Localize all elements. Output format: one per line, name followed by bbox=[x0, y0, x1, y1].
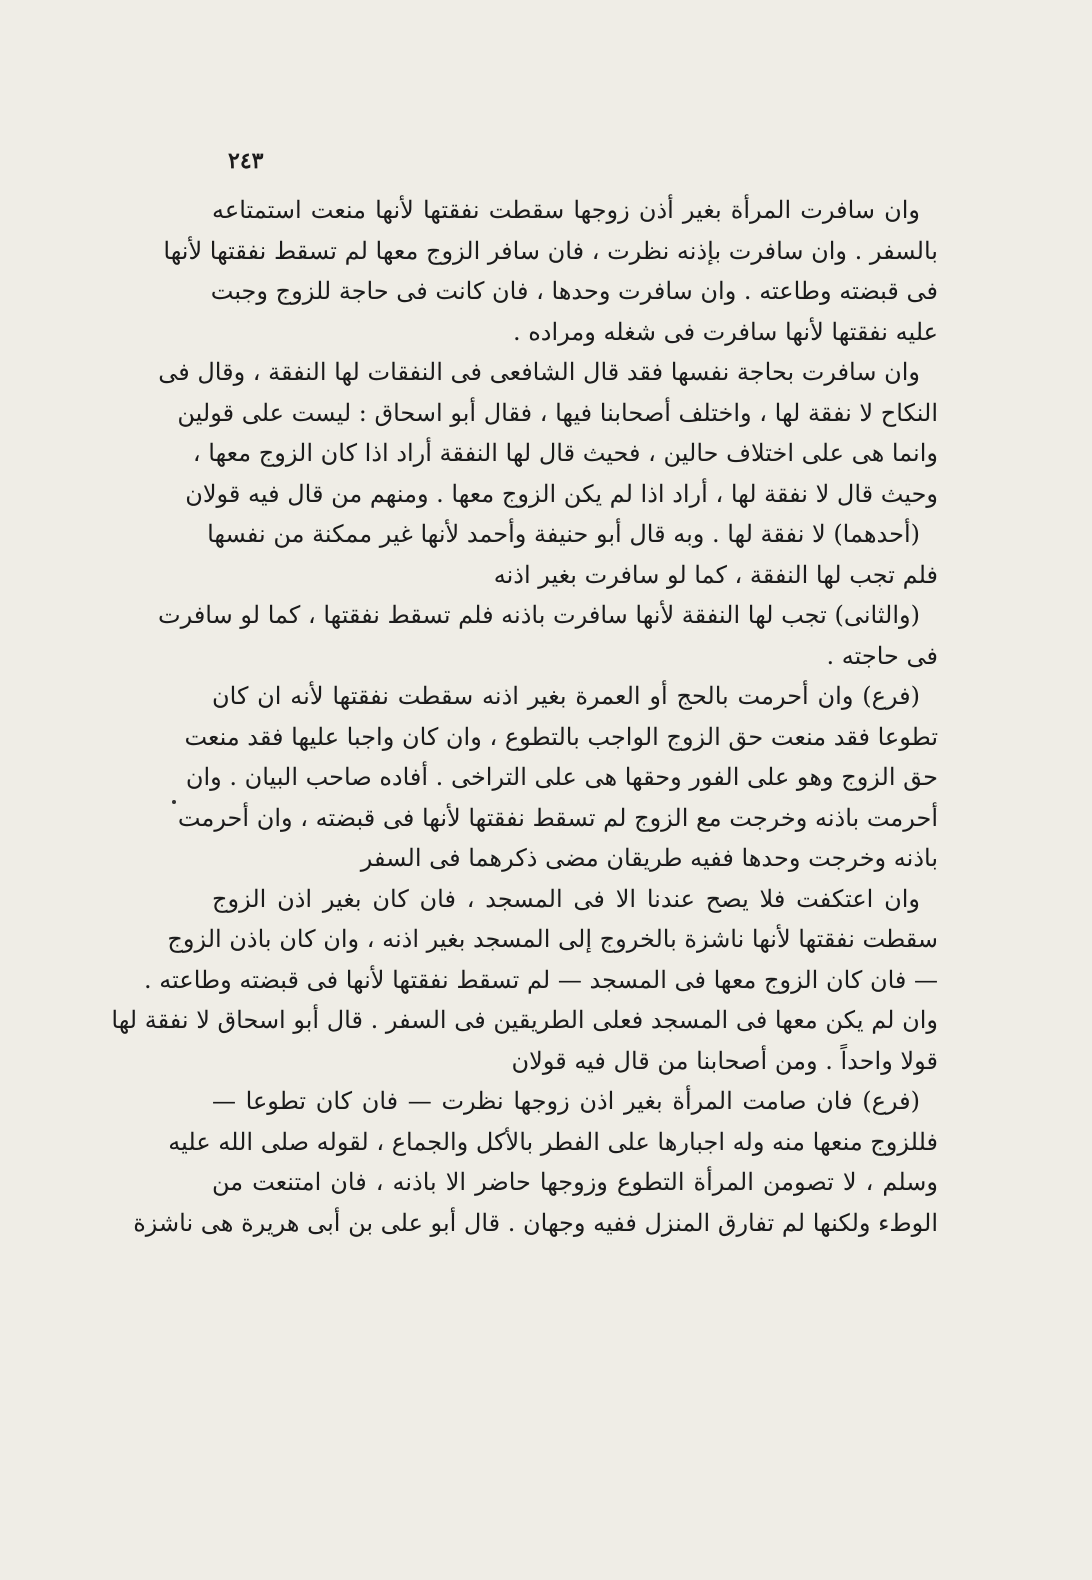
page-number: ٢٤٣ bbox=[228, 148, 264, 174]
text-line: فلم تجب لها النفقة ، كما لو سافرت بغير اذنه bbox=[493, 560, 938, 589]
text-line: فللزوج منعها منه وله اجبارها على الفطر بالأكل والجماع ، لقوله صلى الله عليه bbox=[168, 1127, 938, 1156]
text-line: (أحدهما) لا نفقة لها . وبه قال أبو حنيفة وأحمد لأنها غير ممكنة من نفسها bbox=[207, 520, 920, 548]
text-line: فى قبضته وطاعته . وان سافرت وحدها ، فان كانت فى حاجة للزوج وجبت bbox=[210, 277, 938, 305]
ink-speck bbox=[172, 800, 176, 804]
text-line: — فان كان الزوج معها فى المسجد — لم تسقط نفقتها لأنها فى قبضته وطاعته . bbox=[144, 965, 938, 994]
text-line: أحرمت باذنه وخرجت مع الزوج لم تسقط نفقتها لأنها فى قبضته ، وان أحرمت bbox=[177, 803, 938, 832]
text-line: (فرع) وان أحرمت بالحج أو العمرة بغير اذنه سقطت نفقتها لأنه ان كان bbox=[212, 682, 920, 710]
text-line: وان لم يكن معها فى المسجد فعلى الطريقين فى السفر . قال أبو اسحاق لا نفقة لها bbox=[111, 1006, 938, 1034]
text-line: فى حاجته . bbox=[826, 641, 938, 670]
text-line: الوطء ولكنها لم تفارق المنزل ففيه وجهان . قال أبو على بن أبى هريرة هى ناشزة bbox=[133, 1208, 938, 1237]
text-line: (فرع) فان صامت المرأة بغير اذن زوجها نظرت — فان كان تطوعا — bbox=[212, 1087, 920, 1115]
text-line: عليه نفقتها لأنها سافرت فى شغله ومراده . bbox=[512, 317, 938, 346]
text-line: قولا واحداً . ومن أصحابنا من قال فيه قولان bbox=[511, 1046, 938, 1075]
body-text bbox=[111, 190, 938, 1243]
text-line: وان اعتكفت فلا يصح عندنا الا فى المسجد ، فان كان بغير اذن الزوج bbox=[212, 884, 920, 913]
text-line: وحيث قال لا نفقة لها ، أراد اذا لم يكن الزوج معها . ومنهم من قال فيه قولان bbox=[185, 479, 938, 508]
text-line: وان سافرت المرأة بغير أذن زوجها سقطت نفقتها لأنها منعت استمتاعه bbox=[212, 196, 920, 224]
text-line: تطوعا فقد منعت حق الزوج الواجب بالتطوع ، وان كان واجبا عليها فقد منعت bbox=[184, 722, 938, 751]
text-line: بالسفر . وان سافرت بإذنه نظرت ، فان سافر الزوج معها لم تسقط نفقتها لأنها bbox=[163, 236, 938, 265]
text-line: وسلم ، لا تصومن المرأة التطوع وزوجها حاضر الا باذنه ، فان امتنعت من bbox=[212, 1168, 938, 1196]
text-line: (والثانى) تجب لها النفقة لأنها سافرت باذنه فلم تسقط نفقتها ، كما لو سافرت bbox=[158, 601, 920, 629]
text-line: وانما هى على اختلاف حالين ، فحيث قال لها النفقة أراد اذا كان الزوج معها ، bbox=[192, 439, 938, 467]
text-line: النكاح لا نفقة لها ، واختلف أصحابنا فيها ، فقال أبو اسحاق : ليست على قولين bbox=[177, 398, 938, 427]
text-line: وان سافرت بحاجة نفسها فقد قال الشافعى فى النفقات لها النفقة ، وقال فى bbox=[158, 358, 920, 386]
text-line: حق الزوج وهو على الفور وحقها هى على التراخى . أفاده صاحب البيان . وان bbox=[185, 763, 938, 791]
text-line: باذنه وخرجت وحدها ففيه طريقان مضى ذكرهما فى السفر bbox=[360, 844, 938, 872]
text-line: سقطت نفقتها لأنها ناشزة بالخروج إلى المسجد بغير اذنه ، وان كان باذن الزوج bbox=[167, 925, 938, 953]
